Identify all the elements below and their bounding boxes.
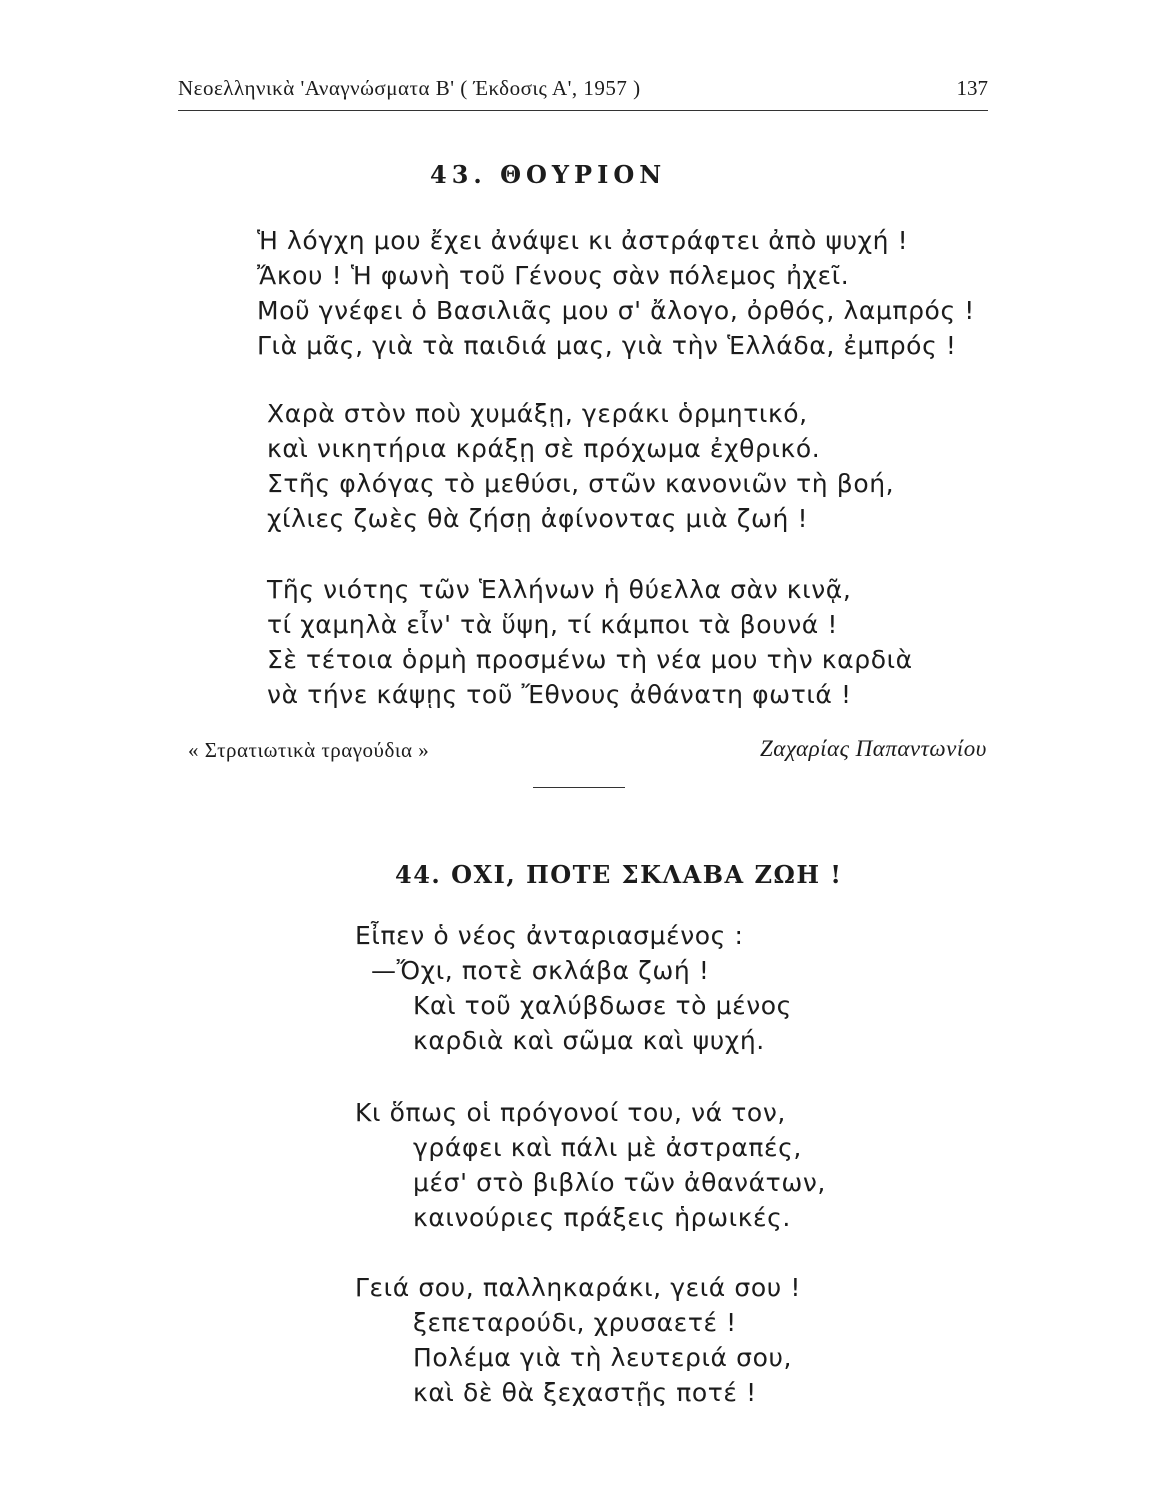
verse-line: Τῆς νιότης τῶν Ἑλλήνων ἡ θύελλα σὰν κινᾷ, (267, 575, 852, 604)
poem-author: Ζαχαρίας Παπαντωνίου (760, 736, 987, 761)
poem2-stanza-3 (355, 1270, 801, 1410)
verse-line: καρδιὰ καὶ σῶμα καὶ ψυχή. (413, 1026, 765, 1055)
verse-line: καὶ νικητήρια κράξῃ σὲ πρόχωμα ἐχθρικό. (267, 434, 821, 463)
poem-source: « Στρατιωτικὰ τραγούδια » (188, 738, 430, 762)
verse-line: Κι ὅπως οἱ πρόγονοί του, νά τον, (355, 1098, 786, 1127)
poem1-stanza-2 (267, 396, 894, 536)
verse-line: γράφει καὶ πάλι μὲ ἀστραπές, (413, 1133, 802, 1162)
poem1-stanza-3 (267, 572, 913, 712)
verse-line: Ἡ λόγχη μου ἔχει ἀνάψει κι ἀστράφτει ἀπὸ ψυχή ! (257, 226, 909, 255)
verse-line: νὰ τήνε κάψῃς τοῦ Ἔθνους ἀθάνατη φωτιά ! (267, 680, 852, 709)
poem-title-44: 44. ΟΧΙ, ΠΟΤΕ ΣΚΛΑΒΑ ΖΩΗ ! (395, 860, 843, 889)
running-header (178, 72, 988, 112)
section-divider (533, 787, 625, 788)
verse-line: Γειά σου, παλληκαράκι, γειά σου ! (355, 1273, 802, 1302)
poem1-stanza-1 (257, 223, 975, 363)
verse-line: Ἄκου ! Ἡ φωνὴ τοῦ Γένους σὰν πόλεμος ἠχεῖ. (257, 261, 850, 290)
verse-line: Εἶπεν ὁ νέος ἀνταριασμένος : (355, 921, 744, 950)
verse-line: χίλιες ζωὲς θὰ ζήσῃ ἀφίνοντας μιὰ ζωή ! (267, 504, 809, 533)
verse-line: καὶ δὲ θὰ ξεχαστῇς ποτέ ! (413, 1378, 757, 1407)
header-title: Νεοελληνικὰ 'Αναγνώσματα Β' ( Έκδοσις Α', 1957 ) (178, 76, 641, 100)
poem2-stanza-1 (355, 918, 792, 1058)
header-rule (178, 110, 988, 111)
verse-line: Γιὰ μᾶς, γιὰ τὰ παιδιά μας, γιὰ τὴν Ἑλλάδα, ἐμπρός ! (257, 331, 957, 360)
verse-line: μέσ' στὸ βιβλίο τῶν ἀθανάτων, (413, 1168, 826, 1197)
verse-line: Στῆς φλόγας τὸ μεθύσι, στῶν κανονιῶν τὴ βοή, (267, 469, 895, 498)
verse-line: Χαρὰ στὸν ποὺ χυμάξῃ, γεράκι ὁρμητικό, (267, 399, 808, 428)
verse-line: Σὲ τέτοια ὁρμὴ προσμένω τὴ νέα μου τὴν καρδιὰ (267, 645, 913, 674)
verse-line: ξεπεταρούδι, χρυσαετέ ! (413, 1308, 737, 1337)
verse-line: Πολέμα γιὰ τὴ λευτεριά σου, (413, 1343, 793, 1372)
poem2-stanza-2 (355, 1095, 826, 1235)
verse-line: Μοῦ γνέφει ὁ Βασιλιᾶς μου σ' ἄλογο, ὀρθός, λαμπρός ! (257, 296, 975, 325)
poem-title-43: 43. ΘΟΥΡΙΟΝ (430, 160, 667, 189)
page-number: 137 (956, 76, 988, 100)
verse-line: Καὶ τοῦ χαλύβδωσε τὸ μένος (413, 991, 792, 1020)
verse-line: τί χαμηλὰ εἶν' τὰ ὕψη, τί κάμποι τὰ βουνά ! (267, 610, 839, 639)
verse-line: καινούριες πράξεις ἡρωικές. (413, 1203, 791, 1232)
verse-line: —Ὄχι, ποτὲ σκλάβα ζωή ! (371, 956, 710, 985)
